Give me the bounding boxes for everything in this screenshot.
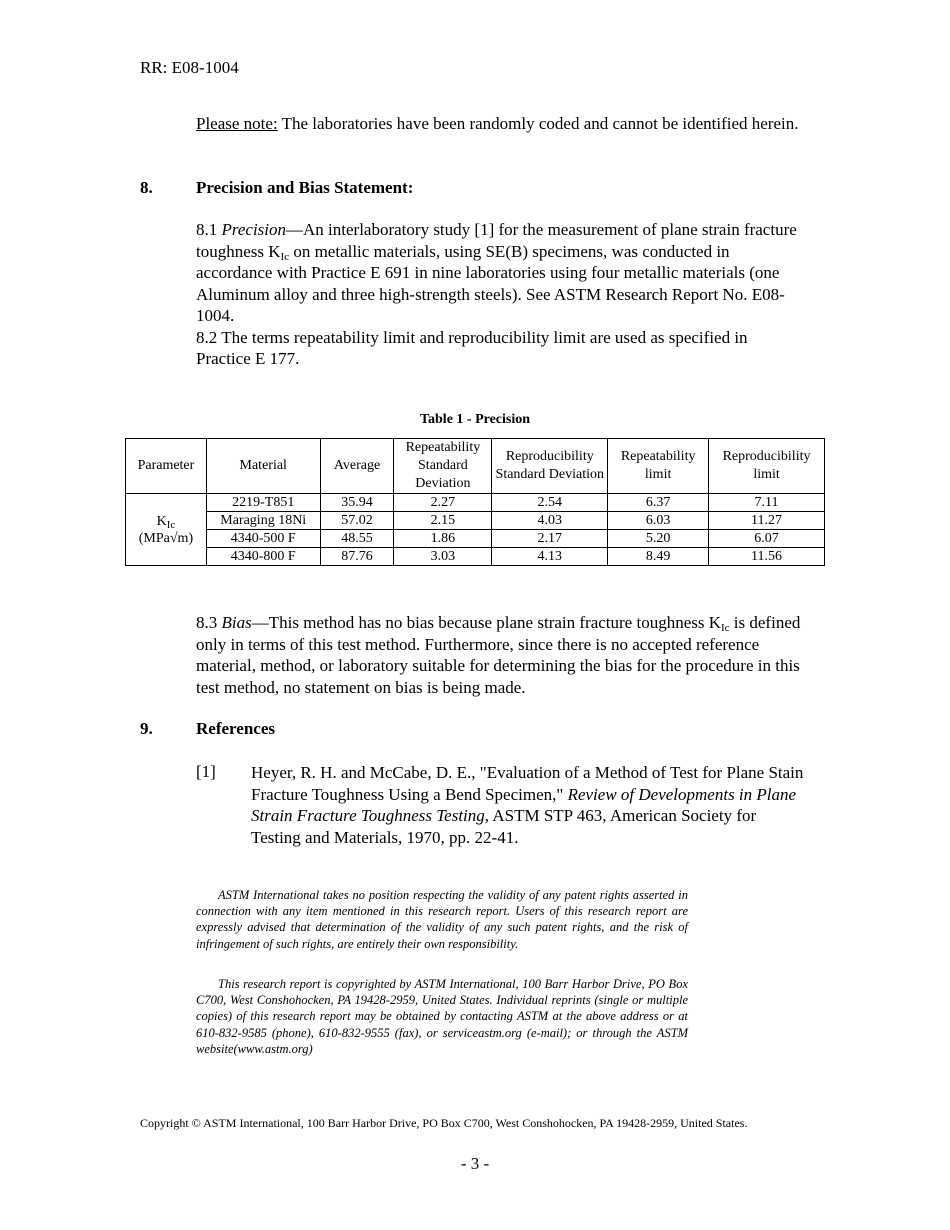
p83-text-b: is defined only in terms of this test method. Furthermore, since there is no accepted reference material, method, or laboratory suitable for determining the bias for the procedure in this test method, no statement on bias is being made. [196,613,801,697]
material-cell: Maraging 18Ni [206,512,320,530]
reference-number: [1] [196,762,216,781]
p81-text-b: on metallic materials, using SE(B) specimens, was conducted in accordance with Practice E 691 in nine laboratories using four metallic materials (one Aluminum alloy and three high-strength steels). See ASTM Research Report No. E08-1004. [196,241,785,325]
repeat-limit-cell: 5.20 [608,530,709,548]
repro-limit-cell: 7.11 [709,494,825,512]
precision-table [125,438,825,566]
material-cell: 4340-800 F [206,548,320,566]
table-row [126,548,825,566]
repro-sd-cell: 4.03 [492,512,608,530]
p83-text-a: —This method has no bias because plane strain fracture toughness K [251,613,721,632]
bias-term: Bias [221,613,252,632]
header-cell: Repeatability limit [608,439,709,494]
p81-text-a: —An interlaboratory study [1] for the measurement of plane strain fracture toughness K [196,220,797,261]
repeat-sd-cell: 2.15 [394,512,492,530]
repeat-limit-cell: 6.37 [608,494,709,512]
section-9-title: References [196,719,275,738]
repro-limit-cell: 6.07 [709,530,825,548]
material-cell: 2219-T851 [206,494,320,512]
ref-italic-title: Review of Developments in Plane Strain Fracture Toughness Testing [251,784,797,825]
header-cell: Parameter [126,439,207,494]
page-number: - 3 - [460,1154,490,1173]
parameter-unit: (MPa√m) [138,530,194,546]
header-cell: Reproducibility limit [709,439,825,494]
repro-limit-cell: 11.27 [709,512,825,530]
header-cell: Reproducibility Standard Deviation [492,439,608,494]
average-cell: 57.02 [320,512,394,530]
repro-sd-cell: 2.54 [492,494,608,512]
p81-prefix: 8.1 [196,220,222,239]
table-row [126,512,825,530]
lab-coding-note [196,113,806,135]
reference-text [251,762,806,848]
table-header-row [126,439,825,494]
kic-subscript: Ic [721,622,730,634]
report-id-header: RR: E08-1004 [140,58,239,77]
parameter-symbol: K [156,513,167,529]
precision-paragraph [196,219,806,370]
repro-limit-cell: 11.56 [709,548,825,566]
header-cell: Repeatability Standard Deviation [394,439,492,494]
average-cell: 35.94 [320,494,394,512]
repro-sd-cell: 2.17 [492,530,608,548]
parameter-cell [126,494,207,566]
header-cell: Material [206,439,320,494]
section-8-number: 8. [140,178,153,197]
bias-paragraph [196,612,806,698]
repeat-limit-cell: 8.49 [608,548,709,566]
footer-copyright: Copyright © ASTM International, 100 Barr Harbor Drive, PO Box C700, West Conshohocken, PA 19428-2959, United States. [140,1116,748,1130]
patent-notice: ASTM International takes no position respecting the validity of any patent rights asserted in connection with any item mentioned in this research report. Users of this research report are expressly advised that determination of the validity of any such patent rights, and the risk of infringement of such rights, are entirely their own responsibility. [196,888,688,951]
average-cell: 48.55 [320,530,394,548]
note-text: The laboratories have been randomly coded and cannot be identified herein. [277,114,799,133]
repeat-sd-cell: 1.86 [394,530,492,548]
repeat-sd-cell: 2.27 [394,494,492,512]
p83-prefix: 8.3 [196,613,222,632]
repeat-sd-cell: 3.03 [394,548,492,566]
table-row [126,530,825,548]
ref-text-a: Heyer, R. H. and McCabe, D. E., "Evaluation of a Method of Test for Plane Stain Fracture Toughness Using a Bend Specimen," [251,763,804,804]
table-caption: Table 1 - Precision [419,412,531,427]
average-cell: 87.76 [320,548,394,566]
p82-text: 8.2 The terms repeatability limit and reproducibility limit are used as specified in Practice E 177. [196,327,748,368]
table-row [126,494,825,512]
repeat-limit-cell: 6.03 [608,512,709,530]
repro-sd-cell: 4.13 [492,548,608,566]
section-8-title: Precision and Bias Statement: [196,178,414,197]
section-9-number: 9. [140,719,153,738]
precision-term: Precision [221,220,287,239]
material-cell: 4340-500 F [206,530,320,548]
note-label: Please note: [196,114,278,133]
parameter-subscript: Ic [166,518,176,531]
ref-text-b: , ASTM STP 463, American Society for Testing and Materials, 1970, pp. 22-41. [251,806,757,847]
copyright-notice: This research report is copyrighted by ASTM International, 100 Barr Harbor Drive, PO Box C700, West Conshohocken, PA 19428-2959, United States. Individual reprints (single or multiple copies) of this research report may be obtained by contacting ASTM at the above address or at 610-832-9585 (phone), 610-832-9555 (fax), or serviceastm.org (e-mail); or through the ASTM website(www.astm.org) [196,977,688,1056]
header-cell: Average [320,439,394,494]
kic-subscript: Ic [280,250,290,263]
